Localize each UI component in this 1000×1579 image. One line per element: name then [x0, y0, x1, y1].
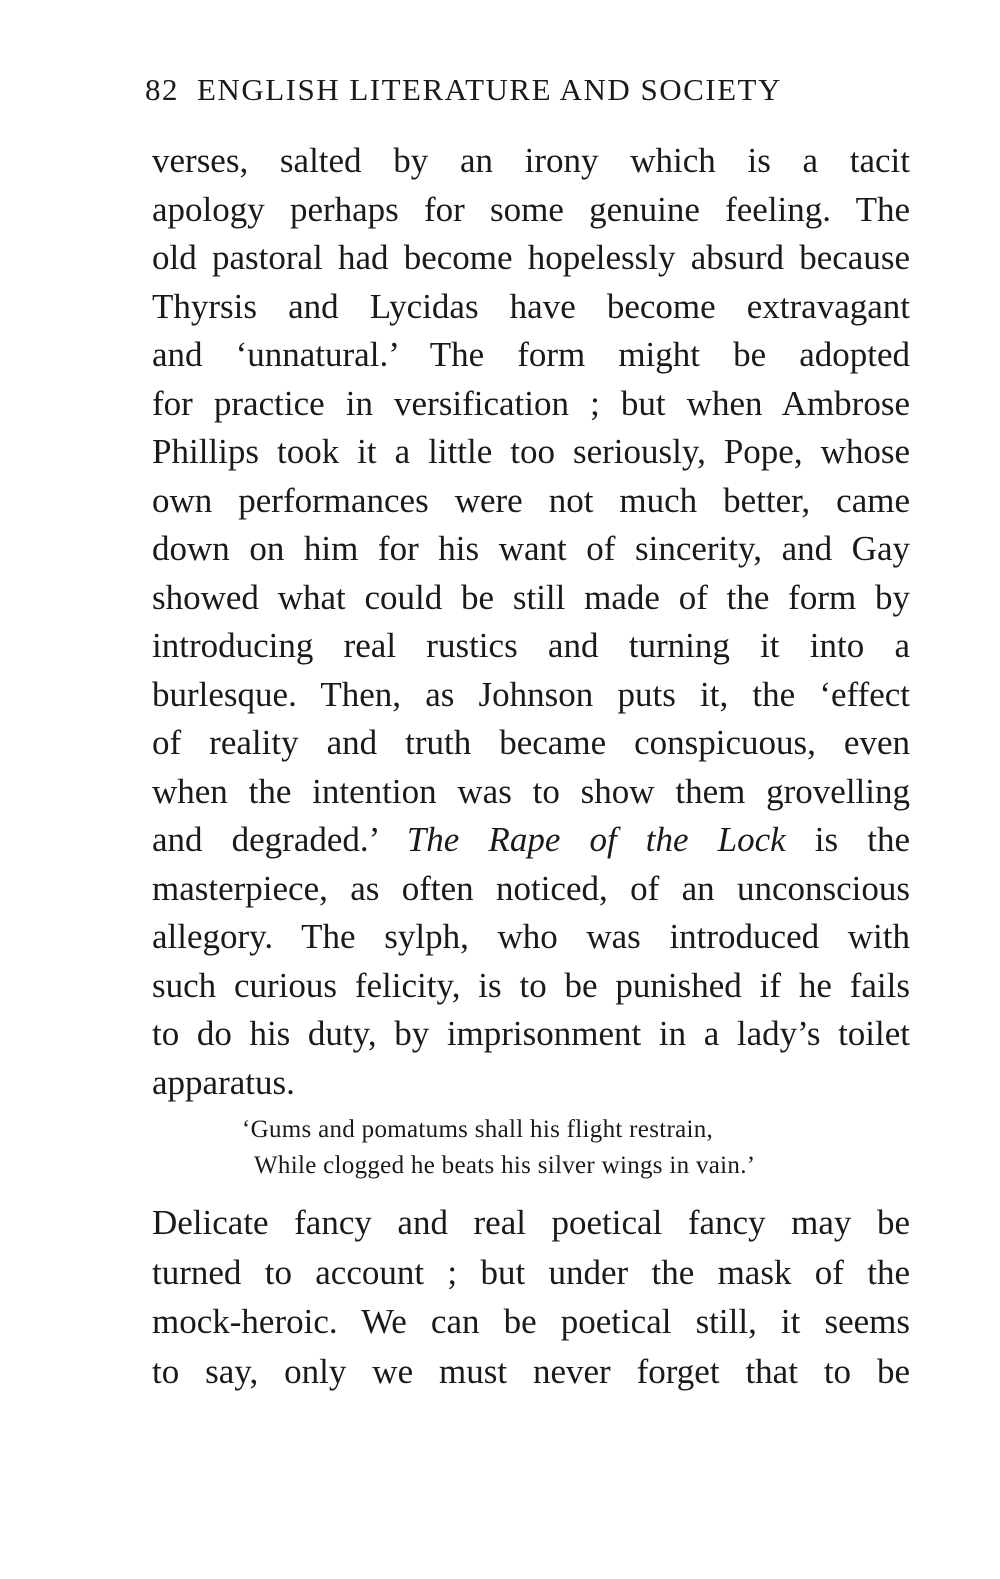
text-line: mock-heroic. We can be poetical still, it seems [152, 1302, 910, 1341]
text-line: for practice in versification ; but when Ambrose [152, 383, 910, 423]
text-line: masterpiece, as often noticed, of an unconscious [152, 868, 910, 908]
verse-quotation [242, 1112, 842, 1184]
quote-line: ‘Gums and pomatums shall his flight restrain, [242, 1116, 714, 1143]
text-line: when the intention was to show them grovelling [152, 771, 910, 811]
text-line: and ‘unnatural.’ The form might be adopted [152, 335, 910, 374]
text-line: Thyrsis and Lycidas have become extravagant [152, 286, 910, 326]
quote-line: While clogged he beats his silver wings in vain.’ [254, 1152, 756, 1179]
text-line: to do his duty, by imprisonment in a lady’s toilet [152, 1014, 910, 1053]
text-line: such curious felicity, is to be punished if he fails [152, 965, 910, 1005]
running-header [145, 72, 910, 112]
text-line: to say, only we must never forget that to be [152, 1351, 910, 1391]
text-line: allegory. The sylph, who was introduced with [152, 917, 910, 956]
line-start: and degraded.’ [152, 820, 378, 859]
paragraph-2 [152, 1198, 910, 1396]
text-line: old pastoral had become hopelessly absurd because [152, 238, 910, 277]
running-title: ENGLISH LITERATURE AND SOCIETY [197, 72, 782, 107]
text-line-with-title [152, 816, 910, 865]
text-line: down on him for his want of sincerity, and Gay [152, 529, 910, 568]
text-line: own performances were not much better, came [152, 480, 910, 520]
text-line: showed what could be still made of the form by [152, 577, 910, 617]
text-line: introducing real rustics and turning it into a [152, 626, 910, 665]
line-end: is the [814, 820, 911, 859]
text-line: verses, salted by an irony which is a tacit [152, 141, 910, 180]
text-line: Delicate fancy and real poetical fancy may be [152, 1203, 910, 1242]
text-line: turned to account ; but under the mask of the [152, 1252, 910, 1292]
book-title-italic: The Rape of the Lock [406, 820, 786, 859]
text-line: apology perhaps for some genuine feeling. The [152, 189, 910, 229]
paragraph-1 [152, 137, 910, 1107]
page-number: 82 [145, 72, 179, 107]
text-line: of reality and truth became conspicuous, even [152, 723, 910, 762]
text-line: apparatus. [152, 1062, 295, 1102]
text-line: Phillips took it a little too seriously, Pope, whose [152, 432, 910, 471]
text-line: burlesque. Then, as Johnson puts it, the ‘effect [152, 674, 910, 714]
